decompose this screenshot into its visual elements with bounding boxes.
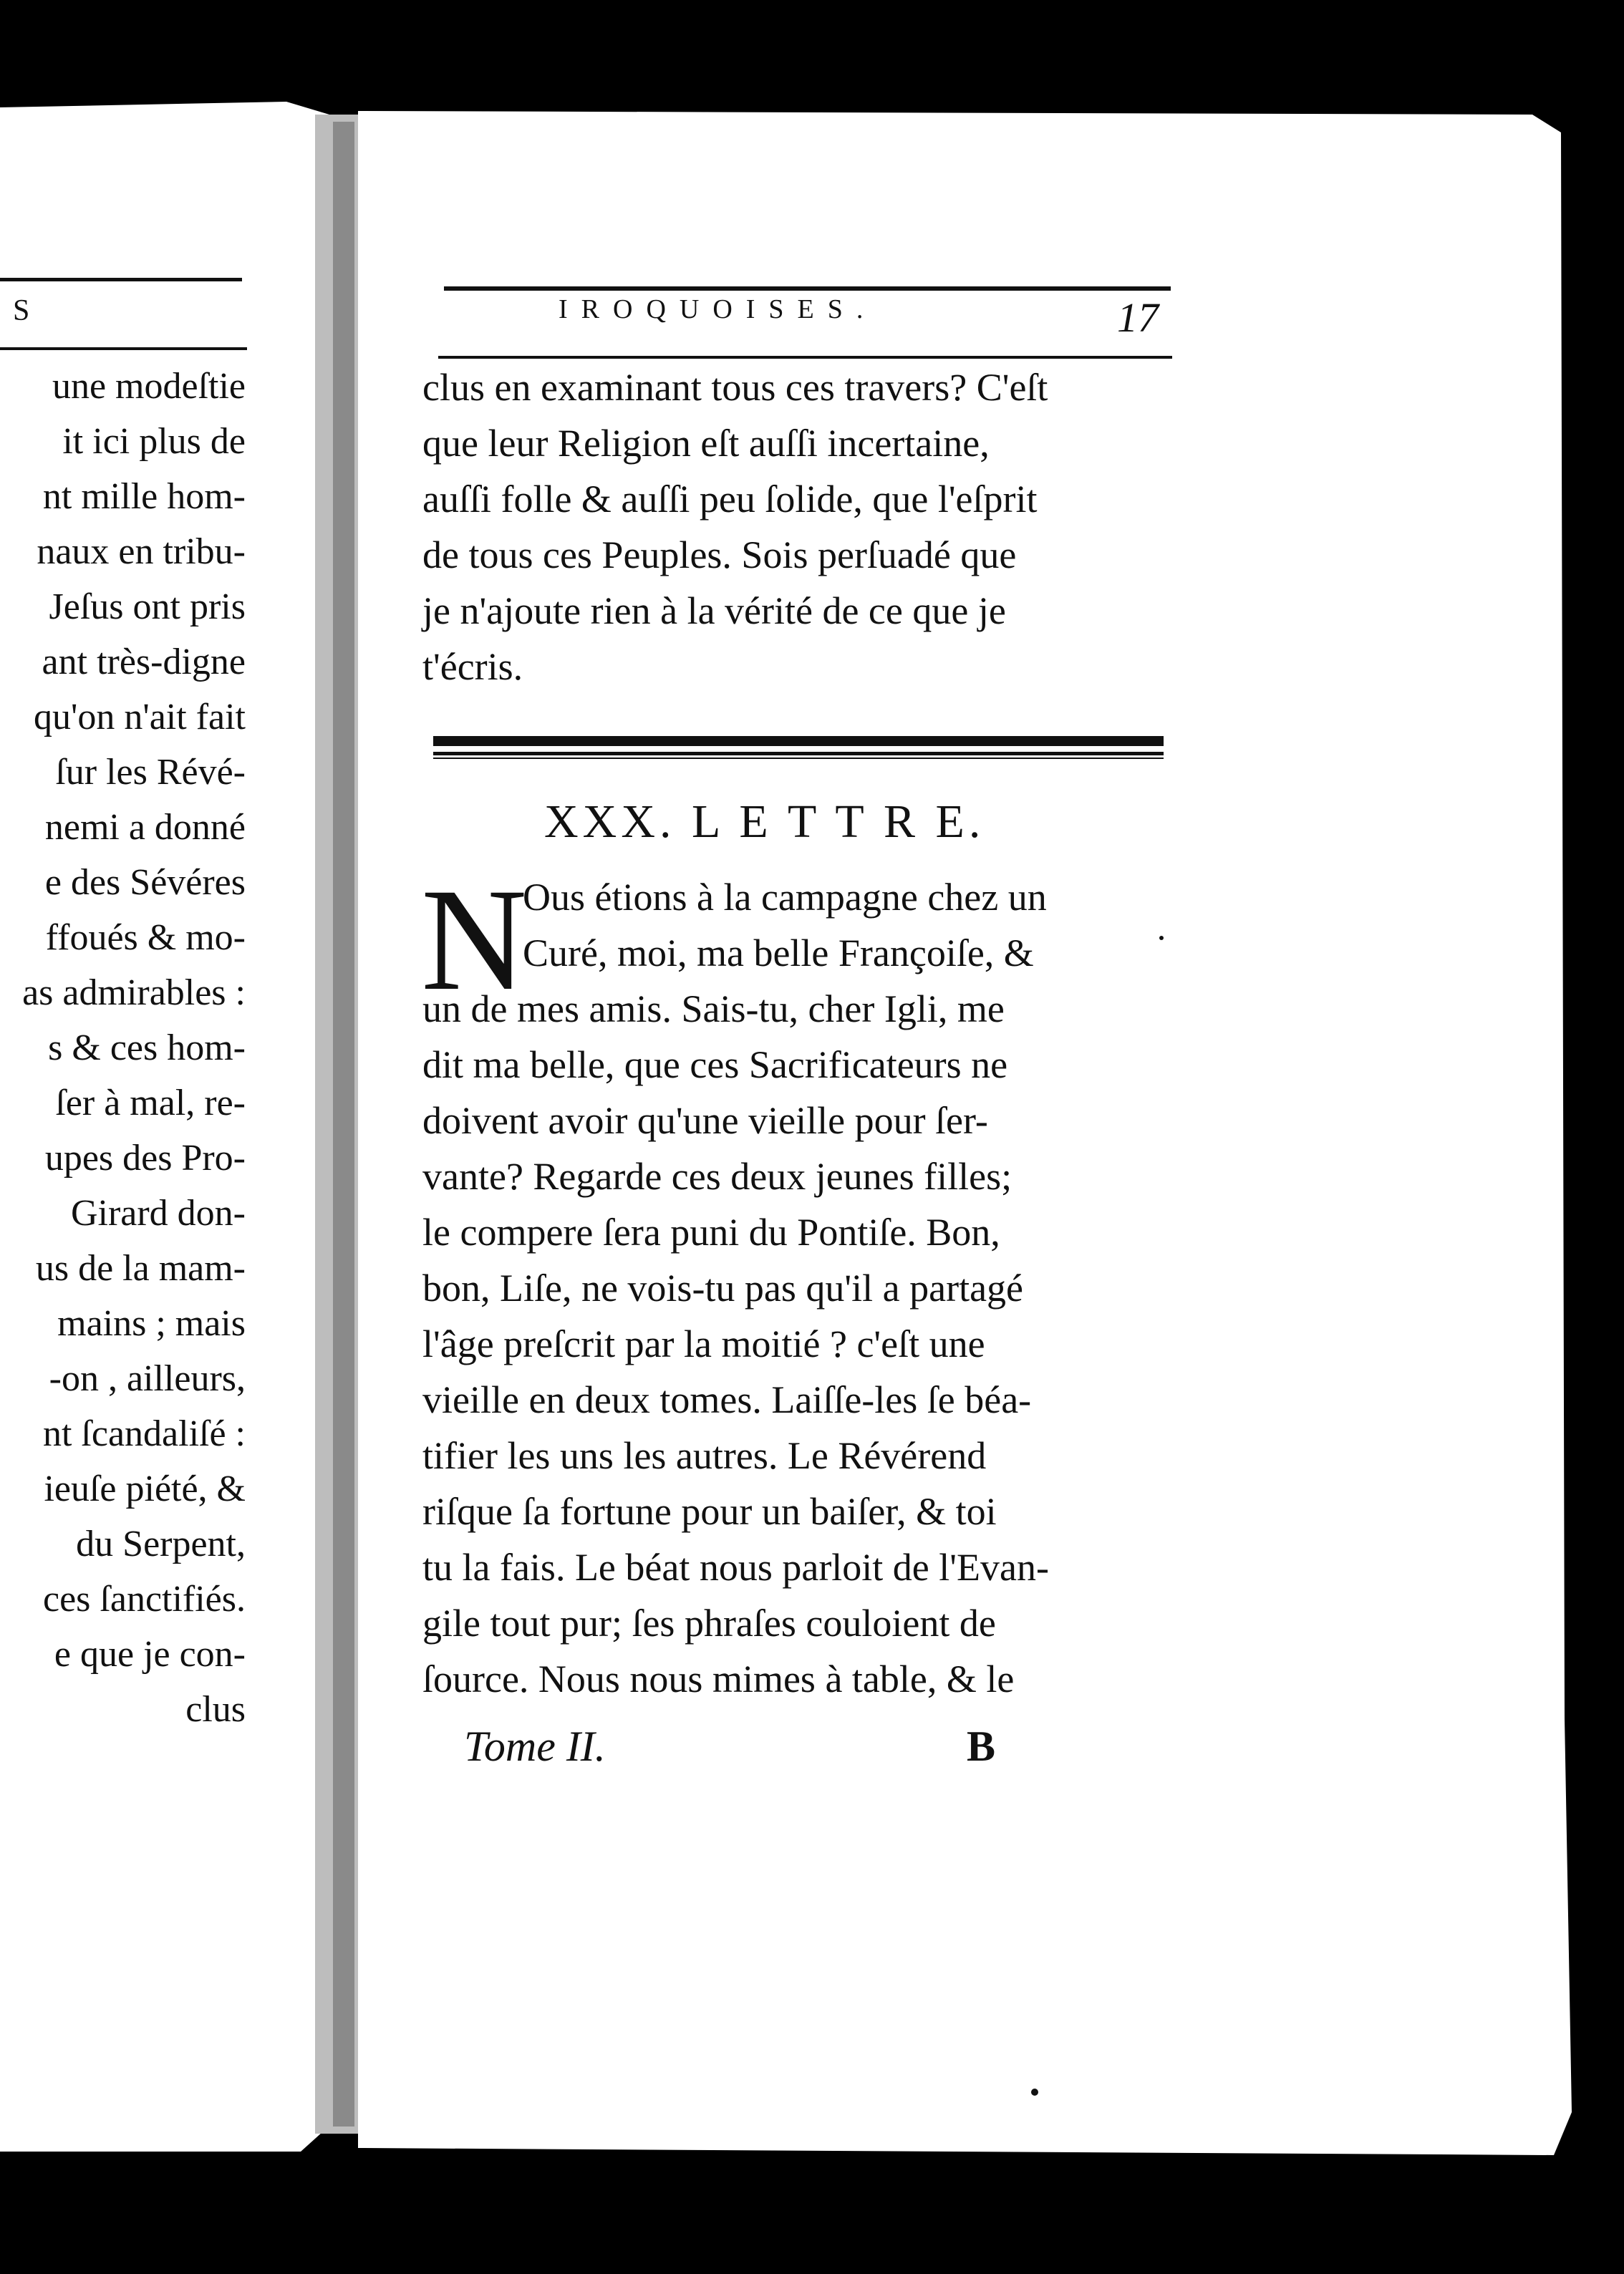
body-line: vieille en deux tomes. Laiſſe-les ſe béa- (422, 1378, 1032, 1421)
body-line: un de mes amis. Sais-tu, cher Igli, me (422, 987, 1005, 1030)
left-line: it ici plus de (62, 421, 246, 462)
left-line: ſur les Révé- (55, 752, 246, 793)
header-rule-top (444, 286, 1171, 291)
left-line: ces ſanctifiés. (43, 1579, 246, 1620)
body-line: dit ma belle, que ces Sacrificateurs ne (422, 1043, 1008, 1086)
body-line: Ous étions à la campagne chez un (523, 876, 1047, 919)
body-line: je n'ajoute rien à la vérité de ce que je (422, 589, 1006, 632)
left-line: ſer à mal, re- (55, 1083, 246, 1123)
left-line: nt mille hom- (42, 476, 246, 517)
left-rule-bottom (0, 347, 247, 350)
body-line: clus en examinant tous ces travers? C'eſt (422, 366, 1048, 409)
left-line: nt ſcandaliſé : (42, 1413, 246, 1454)
left-running-head: S (13, 294, 30, 327)
section-rule-thin (433, 752, 1164, 755)
letter-heading: XXX. L E T T R E. (544, 795, 985, 848)
body-line: tu la fais. Le béat nous parloit de l'Evan- (422, 1546, 1049, 1589)
left-line: ant très-digne (42, 642, 246, 682)
left-line: s & ces hom- (48, 1027, 246, 1068)
body-line: que leur Religion eſt auſſi incertaine, (422, 422, 990, 465)
body-line: gile tout pur; ſes phraſes couloient de (422, 1602, 996, 1645)
left-line: nemi a donné (44, 807, 246, 848)
left-line: e que je con- (54, 1634, 246, 1675)
left-line: upes des Pro- (44, 1138, 246, 1179)
body-line: auſſi folle & auſſi peu ſolide, que l'eſprit (422, 478, 1038, 521)
left-line: une modeſtie (52, 366, 246, 407)
body-line: de tous ces Peuples. Sois perſuadé que (422, 533, 1017, 576)
body-line: ſource. Nous nous mimes à table, & le (422, 1658, 1015, 1700)
left-line: ieuſe piété, & (44, 1469, 246, 1509)
body-line: doivent avoir qu'une vieille pour ſer- (422, 1099, 988, 1142)
body-line: l'âge preſcrit par la moitié ? c'eſt une (422, 1322, 985, 1365)
footer-volume: Tome II. (464, 1723, 606, 1770)
running-head: IROQUOISES. (559, 294, 877, 324)
left-line: us de la mam- (35, 1248, 246, 1289)
left-line: e des Sévéres (44, 862, 246, 903)
left-line: mains ; mais (57, 1303, 246, 1344)
body-line: bon, Liſe, ne vois-tu pas qu'il a partagé (422, 1267, 1024, 1310)
section-rule-thick (433, 736, 1164, 746)
left-line: du Serpent, (76, 1524, 246, 1564)
left-line: Girard don- (70, 1193, 246, 1234)
drop-cap: N (421, 858, 528, 1021)
header-rule-bottom (438, 356, 1172, 359)
left-line: qu'on n'ait fait (33, 697, 246, 737)
left-line: Jeſus ont pris (49, 586, 246, 627)
body-line: riſque ſa fortune pour un baiſer, & toi (422, 1490, 997, 1533)
left-line: clus (185, 1689, 246, 1730)
left-line: -on , ailleurs, (49, 1358, 246, 1399)
left-line: as admirables : (22, 972, 246, 1013)
left-line: ffoués & mo- (45, 917, 246, 958)
left-line: naux en tribu- (37, 531, 246, 572)
left-page (0, 102, 337, 2152)
footer-signature: B (967, 1723, 996, 1770)
body-line: tifier les uns les autres. Le Révérend (422, 1434, 987, 1477)
left-rule-top (0, 278, 242, 281)
body-line: Curé, moi, ma belle Françoiſe, & (523, 932, 1034, 974)
page-number: 17 (1117, 294, 1159, 341)
body-line: vante? Regarde ces deux jeunes filles; (422, 1155, 1012, 1198)
body-line: le compere ſera puni du Pontiſe. Bon, (422, 1211, 1000, 1254)
body-line: t'écris. (422, 645, 523, 688)
